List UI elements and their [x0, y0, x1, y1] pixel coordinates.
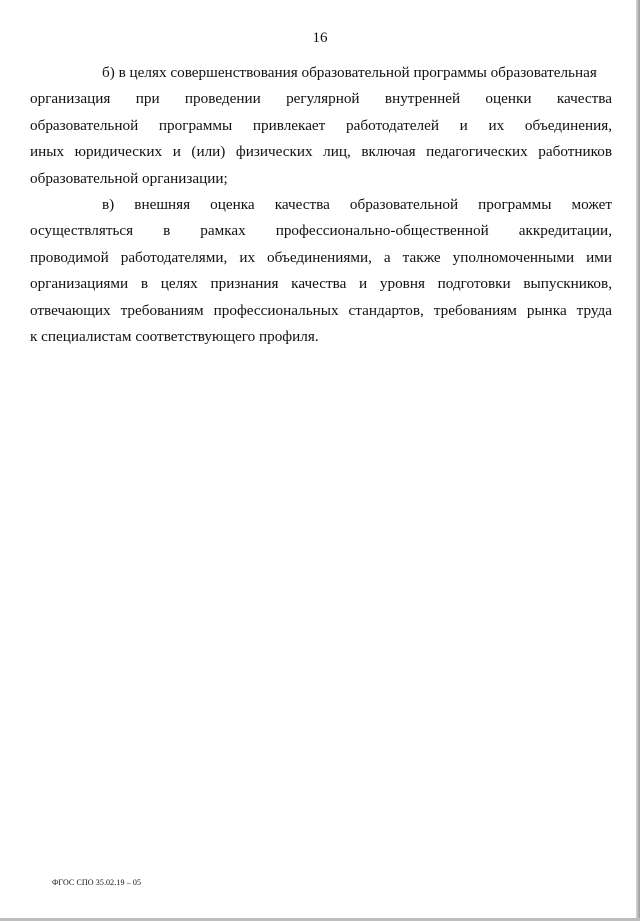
text-line: образовательной программы привлекает работодателей и их объединения,	[30, 116, 612, 134]
text-line: б) в целях совершенствования образовательной программы образовательная	[102, 64, 597, 81]
paragraph-b	[30, 60, 612, 192]
text-line: осуществляться в рамках профессионально-общественной аккредитации,	[30, 222, 612, 240]
text-line: иных юридических и (или) физических лиц, включая педагогических работников	[30, 143, 612, 161]
text-line: организациями в целях признания качества и уровня подготовки выпускников,	[30, 275, 612, 293]
text-line: к специалистам соответствующего профиля.	[30, 328, 319, 346]
paragraph-v	[30, 192, 612, 350]
page-number: 16	[312, 30, 328, 46]
document-body	[30, 60, 612, 350]
text-line: образовательной организации;	[30, 169, 228, 187]
text-line: организация при проведении регулярной внутренней оценки качества	[30, 90, 612, 108]
text-line: отвечающих требованиям профессиональных стандартов, требованиям рынка труда	[30, 301, 612, 319]
document-footer: ФГОС СПО 35.02.19 – 05	[52, 878, 142, 887]
page-edge-shadow	[636, 0, 640, 921]
text-line: проводимой работодателями, их объединениями, а также уполномоченными ими	[30, 248, 612, 266]
text-line: в) внешняя оценка качества образовательной программы может	[102, 196, 612, 214]
